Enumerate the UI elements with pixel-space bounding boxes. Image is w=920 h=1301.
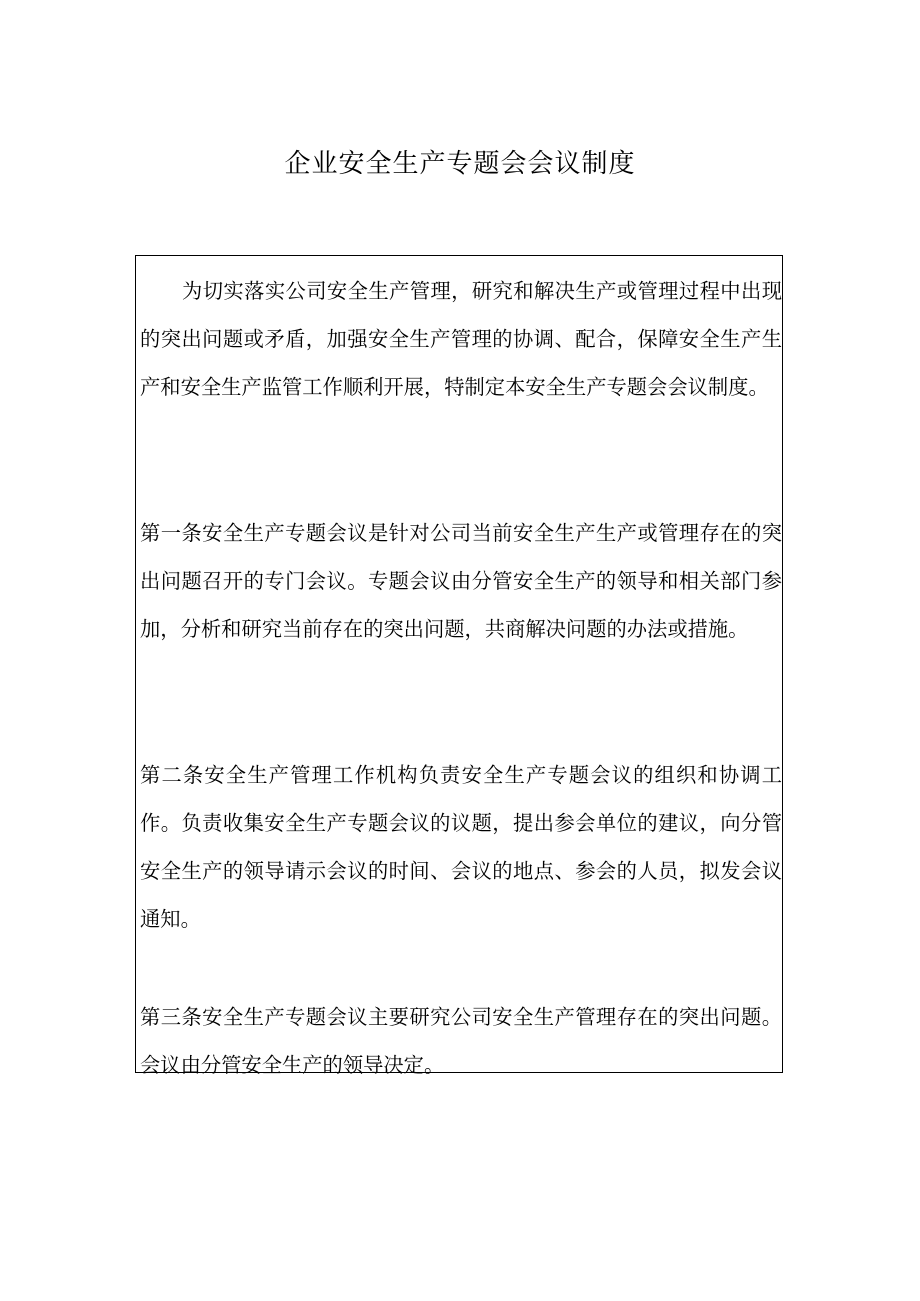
content-box — [135, 255, 783, 1077]
document-title: 企业安全生产专题会会议制度 — [284, 149, 636, 179]
article-1-paragraph: 第一条安全生产专题会议是针对公司当前安全生产生产或管理存在的突出问题召开的专门会议。专题会议由分管安全生产的领导和相关部门参加，分析和研究当前存在的突出问题，共商解决问题的办法或措施。 — [140, 521, 782, 641]
article-3-paragraph: 第三条安全生产专题会议主要研究公司安全生产管理存在的突出问题。会议由分管安全生产的领导决定。 — [140, 1005, 782, 1077]
article-2-paragraph: 第二条安全生产管理工作机构负责安全生产专题会议的组织和协调工作。负责收集安全生产专题会议的议题，提出参会单位的建议，向分管安全生产的领导请示会议的时间、会议的地点、参会的人员，拟发会议通知。 — [140, 763, 782, 931]
intro-paragraph: 为切实落实公司安全生产管理，研究和解决生产或管理过程中出现的突出问题或矛盾，加强安全生产管理的协调、配合，保障安全生产生产和安全生产监管工作顺利开展，特制定本安全生产专题会会议制度。 — [140, 279, 782, 399]
